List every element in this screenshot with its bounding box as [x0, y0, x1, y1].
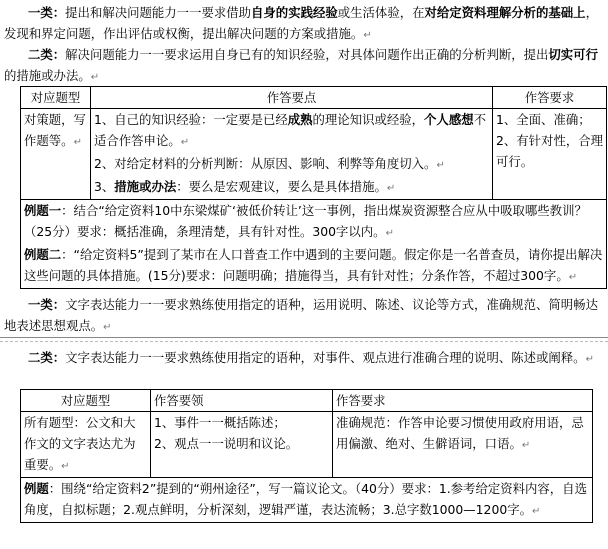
header-question-type: 对应题型	[21, 390, 151, 412]
question-types-cell: 所有题型：公文和大作文的文字表达尤为重要。↵	[21, 412, 151, 478]
answer-requirements-cell: 准确规范：作答申论要习惯使用政府用语，忌用偏激、绝对、生僻语词，口语。↵	[333, 412, 593, 478]
answer-points-table-one	[20, 86, 607, 289]
example-two: 例题二：“给定资料5”提到了某市在人口普查工作中遇到的主要问题。假定你是一名普查员，请你提出解决这些问题的具体措施。(15分)要求：问题明确；措施得当，具有针对性；分条作答，不超过300字。↵	[24, 247, 603, 283]
point-one: 1、自己的知识经验：一定要是已经成熟的理论知识或经验，个人感想不适合作答申论。↵	[94, 112, 486, 148]
example-question-cell: 例题：围绕“给定资料2”提到的“朔州途径”，写一篇议论文。（40分）要求：1.参考给定资料内容，自选角度，自拟标题；2.观点鲜明，分析深刻，逻辑严谨，表达流畅；3.总字数1000—1200字。↵	[21, 478, 593, 523]
example-questions-cell	[21, 200, 607, 289]
answer-points-table-two	[20, 389, 593, 523]
question-types-cell: 对策题，写作题等。↵	[21, 109, 91, 200]
header-answer-points: 作答要点	[91, 87, 493, 109]
answer-points-cell	[91, 109, 493, 200]
paragraph-type-one-problem-solving: 一类：提出和解决问题能力一一要求借助自身的实践经验或生活体验，在对给定资料理解分析的基础上，发现和界定问题，作出评估或权衡，提出解决问题的方案或措施。↵	[4, 5, 598, 41]
answer-essentials-cell: 1、事件一一概括陈述； 2、观点一一说明和议论。	[151, 412, 333, 478]
answer-requirements-cell: 1、全面、准确； 2、有针对性，合理可行。	[493, 109, 607, 200]
paragraph-type-two-problem-solving: 二类：解决问题能力一一要求运用自身已有的知识经验，对具体问题作出正确的分析判断，提出切实可行的措施或办法。↵	[4, 47, 598, 83]
header-answer-requirements: 作答要求	[333, 390, 593, 412]
example-one: 例题一：结合“给定资料10中东梁煤矿‘被低价转让’这一事例，指出煤炭资源整合应从中吸取哪些教训？（25分）要求：概括准确，条理清楚，具有针对性。300字以内。↵	[24, 203, 587, 239]
header-question-type: 对应题型	[21, 87, 91, 109]
page-break-dashed-line	[0, 341, 608, 342]
paragraph-type-one-writing: 一类：文字表达能力一一要求熟练使用指定的语种，运用说明、陈述、议论等方式，准确规范、简明畅达地表述思想观点。↵	[4, 297, 598, 333]
point-three: 3、措施或办法：要么是宏观建议，要么是具体措施。↵	[94, 179, 396, 194]
page-break-line	[0, 337, 608, 338]
paragraph-type-two-writing: 二类：文字表达能力一一要求熟练使用指定的语种，对事件、观点进行准确合理的说明、陈述或阐释。↵	[28, 350, 594, 365]
header-answer-essentials: 作答要领	[151, 390, 333, 412]
point-two: 2、对给定材料的分析判断：从原因、影响、利弊等角度切入。↵	[94, 156, 445, 171]
header-answer-requirements: 作答要求	[493, 87, 607, 109]
